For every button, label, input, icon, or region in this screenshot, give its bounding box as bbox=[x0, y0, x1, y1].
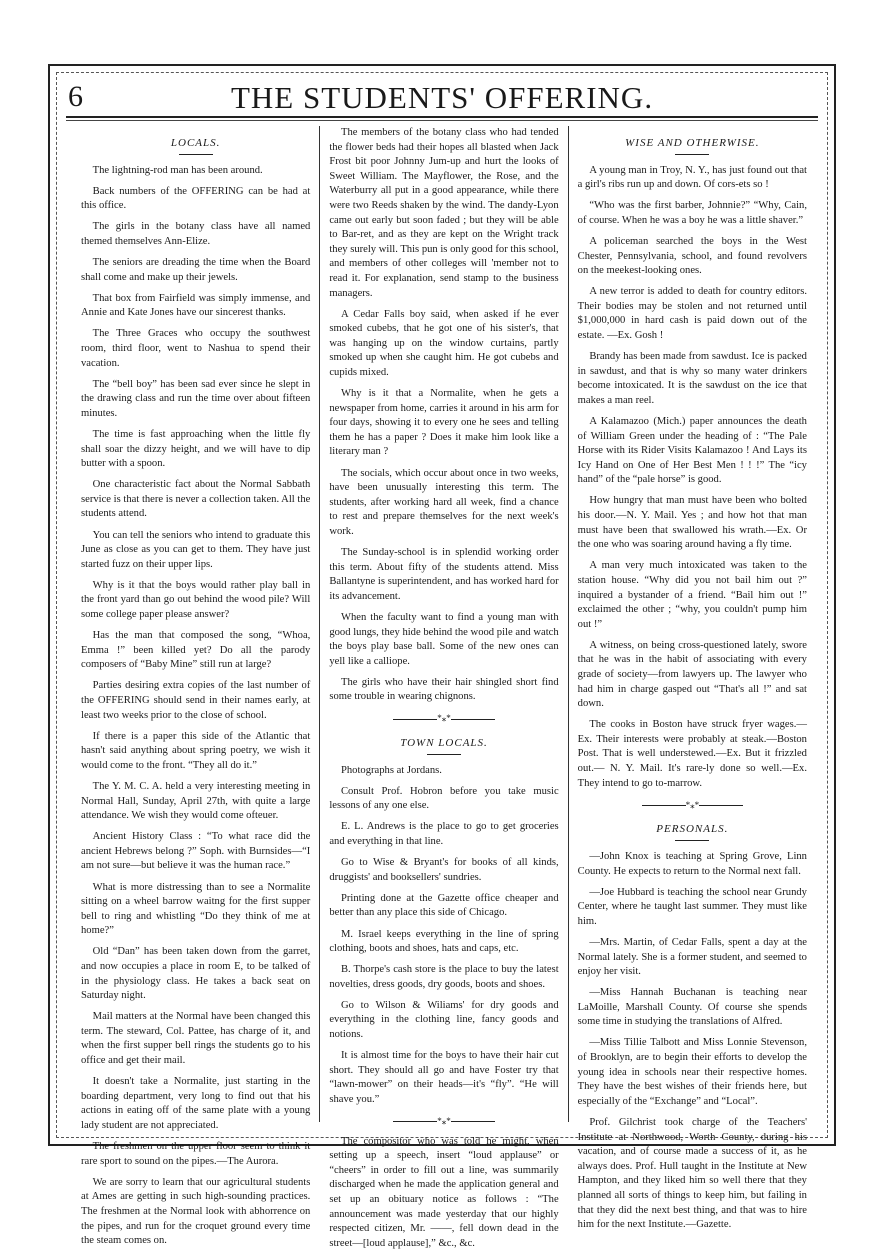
masthead-rule bbox=[66, 116, 818, 121]
article-paragraph: How hungry that man must have been who bolted his door.—N. Y. Mail. Yes ; and how hot that man must have been that swallowed his wrath.—Ex. Or the one who was soaring around having a fly time. bbox=[577, 495, 807, 551]
article-paragraph: The Y. M. C. A. held a very interesting meeting in Normal Hall, Sunday, April 27th, with quite a large attendance. We wish they would come ofteuer. bbox=[81, 780, 311, 822]
article-paragraph: When the faculty want to find a young man with good lungs, they hide behind the wood pile and watch the boys play base ball. Some of the new ones can yell like a calliope. bbox=[329, 611, 559, 667]
article-paragraph: It doesn't take a Normalite, just starting in the boarding department, very long to find out that his actions in eating off of the same plate with a young lady student are not appreciated. bbox=[81, 1076, 311, 1131]
article-paragraph: —Joe Hubbard is teaching the school near Grundy Center, where he taught last summer. They must like him. bbox=[577, 886, 807, 927]
page-number: 6 bbox=[68, 80, 83, 113]
article-paragraph: —Miss Tillie Talbott and Miss Lonnie Stevenson, of Brooklyn, are to begin their efforts to develop the young idea in schools near their respective homes. They have the best wishes of their friends here, but especially of the “Exchange” and “Local”. bbox=[577, 1037, 807, 1107]
column-3 bbox=[568, 126, 816, 1231]
article-paragraph: —John Knox is teaching at Spring Grove, Linn County. He expects to return to the Normal next fall. bbox=[577, 850, 807, 877]
article-paragraph: “Who was the first barber, Johnnie?” “Why, Cain, of course. When he was a boy he was a little shaver.” bbox=[577, 200, 807, 226]
article-paragraph: You can tell the seniors who intend to graduate this June as close as you can get to them. They have just started fuzz on their upper lips. bbox=[81, 529, 311, 570]
article-paragraph: —Miss Hannah Buchanan is teaching near LaMoille, Marshall County. Of course she spends some time in studying the translations of Alfred. bbox=[577, 987, 807, 1028]
article-paragraph: Go to Wise & Bryant's for books of all kinds, druggists' and booksellers' sundries. bbox=[329, 857, 559, 883]
section-separator bbox=[329, 711, 558, 726]
separator-asterism: *⁎* bbox=[685, 799, 700, 810]
article-paragraph: Back numbers of the OFFERING can be had at this office. bbox=[81, 185, 311, 212]
section-separator bbox=[329, 1114, 558, 1129]
article-paragraph: Ancient History Class : “To what race did the ancient Hebrews belong ?” Soph. with Burnsides—“I am not sure—but believe it was the human race.” bbox=[81, 831, 311, 872]
article-paragraph: The socials, which occur about once in two weeks, have been unusually interesting this term. The students, after working hard all week, find a chance to rest and prepare themselves for the next week's work. bbox=[329, 467, 559, 537]
heading-rule bbox=[427, 754, 461, 755]
article-paragraph: One characteristic fact about the Normal Sabbath service is that there is never a collection taken. All the students attend. bbox=[81, 479, 311, 520]
article-paragraph: The compositor who was told he might, when setting up a speech, insert “loud applause” or “cheers” in order to fill out a line, was summarily discharged when he made the application general and set up an obituary notice as follows : “The announcement was made yesterday that our highly respected citizen, Mr. ——, fell down dead in the street—[loud applause],” &c., &c. bbox=[329, 1135, 559, 1249]
article-paragraph: A Cedar Falls boy said, when asked if he ever smoked cubebs, that he got one of his sister's, that was hanging up on the window curtains, partly smoked up when she caught him. He got cubebs and cupids mixed. bbox=[329, 308, 559, 378]
article-paragraph: The cooks in Boston have struck fryer wages.—Ex. Their interests were probably at steak.—Boston Post. That is well understewed.—Ex. But it frizzled out.— N. Y. Mail. It's rare-ly done so well.—Ex. They intend to go to-marrow. bbox=[577, 719, 807, 789]
article-paragraph: A man very much intoxicated was taken to the station house. “Why did you not bail him out ?” inquired a bystander of a friend. “Bail him out !” exclaimed the other ; “why, you couldn't pump him out !” bbox=[577, 560, 807, 630]
section-separator bbox=[578, 798, 807, 813]
article-paragraph: Mail matters at the Normal have been changed this term. The steward, Col. Pattee, has charge of it, and when the first supper bell rings the students go to his office and get their mail. bbox=[81, 1011, 311, 1067]
article-paragraph: The members of the botany class who had tended the flower beds had their hopes all blasted when Jack Frost bit poor Johnny Jum-up and hurt the looks of Sweet William. The Mayflower, the Rose, and the Waterburry all put in a good appearance, while there were two Reeds shaken by the wind. The dandy-Lyon came out early but soon faded ; but they will be able to Bar-ret, and as they are kept on the Wright track they surely will. This pun is only good for this school, and members of other colleges will 'member not to read it. For explanation, send stamp to the business managers. bbox=[329, 127, 559, 299]
article-paragraph: Prof. Gilchrist took charge of the Teachers' Institute at Northwood, Worth County, during his vacation, and of course made a success of it, as he always does. Prof. Hull taught in the Institute at New Hampton, and they liked him so well there that they planned all sorts of things to keep him, but failing in that they did the next best thing, and that was to hire him for the next Institute.—Gazette. bbox=[577, 1116, 807, 1231]
article-paragraph: A policeman searched the boys in the West Chester, Pennsylvania, school, and found revolvers on the meekest-looking ones. bbox=[577, 235, 807, 277]
article-paragraph: Printing done at the Gazette office cheaper and better than any place this side of Chicago. bbox=[329, 892, 559, 919]
article-paragraph: The “bell boy” has been sad ever since he slept in the drawing class and run the time over about fifteen minutes. bbox=[81, 378, 311, 419]
article-paragraph: Old “Dan” has been taken down from the garret, and now occupies a place in room E, to be talked of in the physiology class. He takes a back seat on Saturday night. bbox=[81, 946, 311, 1002]
article-paragraph: B. Thorpe's cash store is the place to buy the latest novelties, dress goods, dry goods, boots and shoes. bbox=[329, 964, 559, 990]
article-paragraph: The lightning-rod man has been around. bbox=[92, 164, 263, 176]
article-paragraph: The girls in the botany class have all named themed themselves Ann-Elize. bbox=[81, 221, 311, 247]
article-paragraph: The Sunday-school is in splendid working order this term. About fifty of the students attend. Miss Ballantyne is superintendent, and has worked hard for its advancement. bbox=[329, 547, 559, 602]
article-paragraph: Parties desiring extra copies of the last number of the OFFERING should send in their names early, at least two weeks prior to the close of school. bbox=[81, 680, 311, 721]
article-paragraph: Go to Wilson & Wiliams' for dry goods and everything in the clothing line, fancy goods and notions. bbox=[329, 999, 559, 1041]
article-paragraph: It is almost time for the boys to have their hair cut short. They should all go and have Foster try that “lawn-mower” on their heads—it's “fly”. “He will shave you.” bbox=[329, 1050, 559, 1105]
article-paragraph: The freshmen on the upper floor seem to think it rare sport to sound on the pipes.—The Aurora. bbox=[81, 1141, 311, 1167]
article-paragraph: The girls who have their hair shingled short find some trouble in wearing chignons. bbox=[329, 676, 559, 703]
article-paragraph: If there is a paper this side of the Atlantic that hasn't said anything about spring poetry, we wish it would come to the front. “They all do it.” bbox=[81, 730, 311, 771]
heading-rule bbox=[675, 840, 709, 841]
article-paragraph: A young man in Troy, N. Y., has just found out that a girl's ribs run up and down. Of cors-ets so ! bbox=[577, 164, 807, 191]
article-paragraph: Consult Prof. Hobron before you take music lessons of any one else. bbox=[329, 785, 559, 812]
article-paragraph: That box from Fairfield was simply immense, and Annie and Kate Jones have our sincerest thanks. bbox=[81, 292, 311, 319]
columns bbox=[72, 126, 816, 1249]
section-heading: LOCALS. bbox=[170, 137, 221, 149]
heading-rule bbox=[179, 154, 213, 155]
article-paragraph: A new terror is added to death for country editors. Their bodies may be stolen and not returned until $1,000,000 in hard cash is paid down out of the estate. —Ex. Gosh ! bbox=[577, 286, 807, 342]
article-paragraph: The time is fast approaching when the little fly shall soar the dizzy height, and we will have to dip butter with a spoon. bbox=[81, 429, 311, 470]
article-paragraph: Brandy has been made from sawdust. Ice is packed in sawdust, and that is why so many water drinkers become intoxicated. It is the sawdust on the ice that makes a man reel. bbox=[577, 351, 807, 406]
section-heading: WISE AND OTHERWISE. bbox=[625, 137, 760, 149]
separator-asterism: *⁎* bbox=[437, 1116, 451, 1127]
article-paragraph: —Mrs. Martin, of Cedar Falls, spent a day at the Normal lately. She is a former student, and seemed to enjoy her visit. bbox=[577, 936, 807, 978]
article-paragraph: The Three Graces who occupy the southwest room, third floor, went to Nashua to spend their vacation. bbox=[81, 328, 311, 369]
article-paragraph: M. Israel keeps everything in the line of spring clothing, boots and shoes, hats and caps, etc. bbox=[329, 928, 559, 955]
article-paragraph: E. L. Andrews is the place to go to get groceries and everything in that line. bbox=[329, 821, 559, 848]
article-paragraph: The seniors are dreading the time when the Board shall come and make up their jewels. bbox=[81, 257, 311, 283]
article-paragraph: We are sorry to learn that our agricultural students at Ames are getting in such high-sounding practices. The freshmen at the Normal look with abhorrence on the pipes, and run for the croquet ground every time the steam comes on. bbox=[81, 1176, 311, 1247]
page-frame bbox=[48, 64, 836, 1249]
section-heading: TOWN LOCALS. bbox=[400, 737, 488, 750]
article-paragraph: Why is it that the boys would rather play ball in the front yard than go out behind the wood pile? Will some college paper please answer? bbox=[81, 579, 311, 621]
separator-asterism: *⁎* bbox=[437, 713, 451, 724]
article-paragraph: What is more distressing than to see a Normalite sitting on a wheel barrow waitng for the first supper bell to ring and whistling “Do they think of me at home?” bbox=[81, 881, 311, 937]
column-2 bbox=[319, 126, 567, 1249]
article-paragraph: Why is it that a Normalite, when he gets a newspaper from home, carries it around in his arm for four days, showing it to every one he sees and telling them he has a paper ? Does it make him look like a literary man ? bbox=[329, 388, 559, 458]
article-paragraph: A Kalamazoo (Mich.) paper announces the death of William Green under the heading of : “The Pale Horse with its Rider Visits Kalamazoo ! And Lays its Icy Hand on One of Her Best Men ! ! !” The “icy hand” of the “pale horse” is good. bbox=[577, 416, 807, 486]
masthead-title: THE STUDENTS' OFFERING. bbox=[230, 80, 654, 115]
column-1 bbox=[72, 126, 319, 1247]
heading-rule bbox=[675, 154, 709, 155]
article-paragraph: A witness, on being cross-questioned lately, swore that he was in the habit of associating with every grade of society—from lawyers up. The lawyer who had him in charge gasped out “That's all !” and sat down. bbox=[577, 639, 807, 710]
article-paragraph: Photographs at Jordans. bbox=[340, 764, 442, 776]
section-heading: PERSONALS. bbox=[656, 823, 729, 836]
article-paragraph: Has the man that composed the song, “Whoa, Emma !” been killed yet? Do all the parody composers of “Baby Mine” still run at large? bbox=[81, 630, 311, 671]
